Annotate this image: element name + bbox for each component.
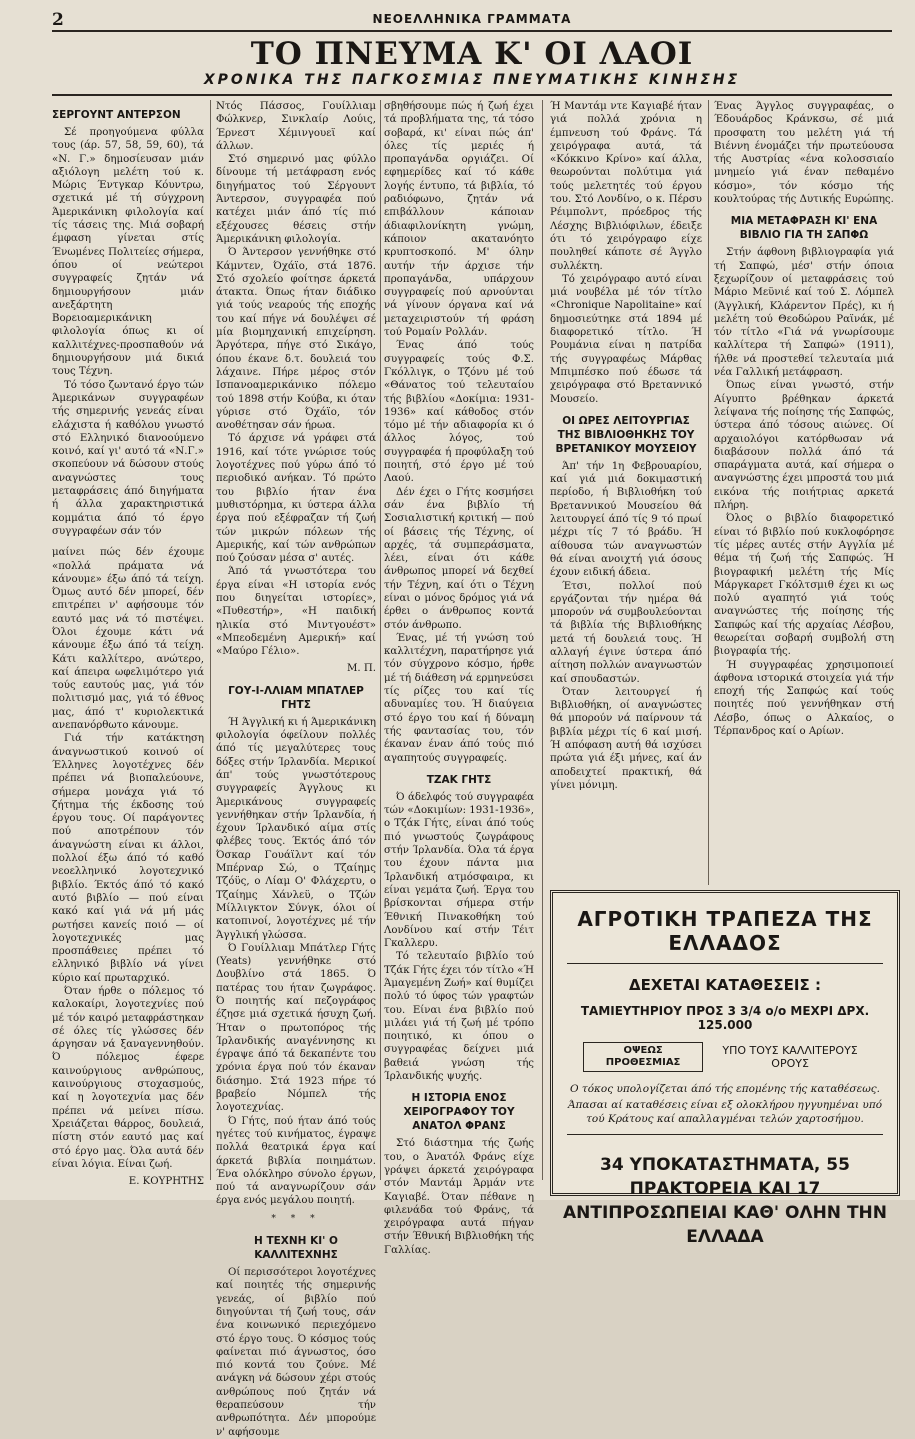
page-subtitle: ΧΡΟΝΙΚΑ ΤΗΣ ΠΑΓΚΟΣΜΙΑΣ ΠΝΕΥΜΑΤΙΚΗΣ ΚΙΝΗΣΗΣ <box>203 72 741 88</box>
paragraph: σβηθήσουμε πώς ή ζωή έχει τά προβλήματα της, τά τόσο σοβαρά, κι' είναι πώς άπ' όλες τίς μεριές ή προπαγάνδα οργιάζει. Οί εφημερίδες καί τό κάθε λογής έντυπο, τά βιβλία, τό ραδιόφωνο, ζητάν νά επιβάλλουν κάποιαν άδιαφιλονίκητη γνώμη, κάποιον ακατανόητο κρυπτοσκοπό. Μ' όλην αυτήν τήν άρχισε τήν προπαγάνδα, υπάρχουν συγγραφείς πού αρνούνται νά γίνουν όργανα καί νά μεταχειριστούν τή φράση τού Ρομαίν Ρολλάν. <box>384 101 534 339</box>
column-1 <box>52 100 204 1192</box>
paragraph: Όλος ο βιβλίο διαφορετικό είναι τό βιβλίο πού κυκλοφόρησε τίς μέρες αυτές στήν Αγγλία μέ θέμα τή ζωή τής Σαπφώς. Ή βιογραφική μελέτη τής Μίς Μάργκαρετ Γκόλτσμιθ έχει κι ως πολύ αγαπητό γιά τούς αναγνώστες τής ποίησης τής Σαπφώς καί τής αρχαίας Λέσβου, θεωρείται σοβαρή συμβολή στη βιογραφία τής. <box>714 513 894 658</box>
paragraph: Όταν ήρθε ο πόλεμος τό καλοκαίρι, λογοτεχνίες πού μέ τόν καιρό μεταφράστηκαν σέ όλες τίς γλώσσες δέν άργησαν νά ξαναγεννηθούν. Ό πόλεμος έφερε καινούργιους ανθρώπους, καινούργιους στοχασμούς, καί η λογοτεχνία μας δέν πρέπει νά μείνει πίσω. Χρειάζεται θάρρος, δουλειά, πίστη στόν εαυτό μας καί στό έργο μας. Όλα αυτά δέν είναι λόγια. Είναι ζωή. <box>52 986 204 1170</box>
column-5 <box>714 100 894 885</box>
title-rule <box>52 94 892 96</box>
paragraph: Τό τόσο ζωντανό έργο τών Άμερικάνων συγγραφέων τής σημερινής γενεάς είναι ελάχιστα ή καθόλου γνωστό στό Ελληνικό διανοούμενο κοινό, καί γι' αυτό τά «Ν.Γ.» σκοπεύουν νά δώσουν στούς αναγνώστες τους μεταφράσεις άπό διηγήματα ή άλλα χαρακτηριστικά κομμάτια άπό τό έργο συγγραφέων σάν τόν <box>52 379 204 537</box>
signature: Ε. ΚΟΥΡΗΤΗΣ <box>128 1176 204 1188</box>
paragraph: Ντός Πάσσος, Γουίλλιαμ Φώλκνερ, Σινκλαίρ Λούις, Έρνεστ Χέμινγουεϊ καί άλλων. <box>216 101 376 152</box>
article-heading-art: Η ΤΕΧΝΗ ΚΙ' Ο ΚΑΛΛΙΤΕΧΝΗΣ <box>254 1235 338 1262</box>
column-4 <box>550 100 702 885</box>
ad-demand-box: ΟΨΕΩΣ ΠΡΟΘΕΣΜΙΑΣ <box>583 1042 703 1072</box>
paragraph: Ένας Άγγλος συγγραφέας, ο Έδουάρδος Κράνκσω, σέ μιά προσφατη του μελέτη γιά τή Βιέννη ένομάζει τήν πρωτεύουσα τής Αυστρίας «ένα κολοσσιαίο μνημείο γιά έναν πεθαμένο κόσμο», τόν κόσμο τής κουλτούρας τής Δυτικής Ευρώπης. <box>714 101 894 206</box>
column-3 <box>384 100 535 1256</box>
paragraph: Δέν έχει ο Γήτς κοσμήσει σάν ένα βιβλίο τή Σοσιαλιστική κριτική — πού οί βάσεις τής Τέχνης, οί αρχές, τά συμπεράσματα, λέει, είναι ότι κάθε άνθρωπος μπορεί νά δεχθεί τήν Τέχνη, καί ότι ο Τέχνη είναι ο μόνος δρόμος γιά νά έρθει ο άνθρωπος κοντά στόν άνθρωπο. <box>384 486 534 631</box>
ad-branches: 34 ΥΠΟΚΑΤΑΣΤΗΜΑΤΑ, 55 ΠΡΑΚΤΟΡΕΙΑ ΚΑΙ 17 ΑΝΤΙΠΡΟΣΩΠΕΙΑΙ ΚΑΘ' ΟΛΗΝ ΤΗΝ ΕΛΛΑΔΑ <box>562 1155 887 1247</box>
ad-divider <box>567 963 883 964</box>
paragraph: μαίνει πώς δέν έχουμε «πολλά πράματα νά κάνουμε» έξω άπό τά τείχη. Όμως αυτό δέν μπορεί, δέν επιτρέπει ν' αφήσουμε τόν εαυτό μας νά τό πιστέψει. Όλοι έχουμε κάτι νά κάνουμε έξω άπό τά τείχη. Κάτι καλλίτερο, ανώτερο, καί άπειρα ωφελιμότερο γιά τούς εαυτούς μας, γιά τόν πολιτισμό μας, γιά τό έθνος μας, άπό τ' κυριολεκτικά ανεπανόρθωτο κάνουμε. <box>52 547 204 732</box>
paragraph: Ή Μαντάμ ντε Καγιαβέ ήταν γιά πολλά χρόνια η έμπνευση τού Φράνς. Τά χειρόγραφα αυτά, τά «Κόκκινο Κρίνο» καί άλλα, θεωρούνται πολύτιμα γιά τούς μελετητές τού έργου του. Στό Λονδίνο, ο κ. Πέρσυ Ρέιμπολντ, πρόεδρος τής Λέσχης Βιβλιόφιλων, έδειξε ότι τό χειρόγραφο είχε πουληθεί κάποτε σέ Άγγλο συλλέκτη. <box>550 101 702 272</box>
signature: Μ. Π. <box>346 663 376 675</box>
ad-bank-name: ΑΓΡΟΤΙΚΗ ΤΡΑΠΕΖΑ ΤΗΣ ΕΛΛΑΔΟΣ <box>577 907 873 955</box>
section-stars: * * * <box>271 1213 321 1224</box>
masthead: ΝΕΟΕΛΛΗΝΙΚΑ ΓΡΑΜΜΑΤΑ <box>372 12 572 26</box>
paragraph: Σέ προηγούμενα φύλλα τους (άρ. 57, 58, 59, 60), τά «Ν. Γ.» δημοσίευσαν μιάν αξιόλογη μελέτη τού κ. Μώρις Έντγκαρ Κόυντρω, σχετικά μέ τή σύγχρονη Άμερικάνικη φιλολογία καί τίς τάσεις της. Μιά σοβαρή έμφαση γίνεται στίς Ένωμένες Πολιτείες σήμερα, όπου οί νεώτεροι συγγραφείς ζητάν νά δημιουργήσουν μιάν ανεξάρτητη Βορειοαμερικάνικη φιλολογία όπως κι οί καλλιτέχνες-προσπαθούν νά δημιουργήσουν μιά δικιά τους Τέχνη. <box>52 127 204 378</box>
paragraph: Τό άρχισε νά γράφει στά 1916, καί τότε γνώρισε τούς λογοτέχνες πού γύρω άπό τό περιοδικό ανήκαν. Τό πρώτο του βιβλίο ήταν ένα μυθιστόρημα, κι ύστερα άλλα έργα πού εξέφραζαν τή ζωή τών μικρών πόλεων τής Αμερικής, καί τών ανθρώπων πού ζούσαν μέσα σ' αυτές. <box>216 433 376 565</box>
bank-advertisement <box>550 890 900 1247</box>
ad-note: Άπασαι αί καταθέσεις είναι εξ ολοκλήρου ηγγυημέναι υπό τού Κράτους καί απαλλαγμέναι τελών χαρτοσήμου. <box>567 1099 883 1125</box>
paragraph: Έτσι, πολλοί πού εργάζονται τήν ημέρα θά μπορούν νά συμβουλεύονται τά βιβλία τής Βιβλιοθήκης μετά τή δουλειά τους. Ή αλλαγή έγινε ύστερα άπό αίτηση πολλών αναγνωστών καί σπουδαστών. <box>550 580 702 685</box>
column-divider <box>708 100 709 885</box>
paragraph: Ό Άντερσον γεννήθηκε στό Κάμντεν, Όχάϊο, στά 1876. Στό σχολείο φοίτησε άρκετά άτακτα. Όπως ήταν διάδικο γιά τούς νεαρούς τής εποχής του καί πήγε νά δουλέψει σέ μία βιομηχανική επιχείρηση. Άργότερα, πήγε στό Σικάγο, όπου έκανε δ.τ. δουλειά του λάχαινε. Πήρε μέρος στόν Ισπανοαμερικάνικο πόλεμο τού 1898 στήν Κούβα, κι όταν γύρισε στό Όχάϊο, τόν ανοθέτησαν σάν ήρωα. <box>216 247 376 432</box>
paragraph: Τό χειρόγραφο αυτό είναι μιά νουβέλα μέ τόν τίτλο «Chronique Napolitaine» καί δημοσιεύτηκε στά 1894 μέ διαφορετικό τίτλο. Ή Ρουμάνια είναι η πατρίδα τής συγγραφέως Μάρθας Μπιμπέσκο πού έδωσε τά χειρόγραφα στό Βρεταννικό Μουσείο. <box>550 273 702 405</box>
page-number: 2 <box>52 10 64 30</box>
column-divider <box>210 100 211 1180</box>
paragraph: Ό Γήτς, πού ήταν άπό τούς ηγέτες τού κινήματος, έγραψε πολλά θεατρικά έργα καί άρκετά βιβλία ποιημάτων. Ένα ολόκληρο σύνολο έργων, πού τά αναγνωρίζουν σάν έργα ενός μεγάλου ποιητή. <box>216 1115 376 1207</box>
paragraph: Οί περισσότεροι λογοτέχνες καί ποιητές τής σημερινής γενεάς, οί βιβλίο πού διηγούνται τή ζωή τους, σάν ένα κοινωνικό περιεχόμενο στό έργο τους. Ό κόσμος τούς φαίνεται πιό άγνωστος, όσο πιό κοντά του ζούνε. Μέ ανάγκη νά δώσουν χέρι στούς ανθρώπους πού ζητάν νά θεραπεύσουν τήν ανθρωπότητα. Δέν μπορούμε ν' αφήσουμε <box>216 1267 376 1438</box>
article-heading-yeats: ΓΟΥ-Ι-ΛΛΙΑΜ ΜΠΑΤΛΕΡ ΓΗΤΣ <box>228 684 364 711</box>
paragraph: Στό σημερινό μας φύλλο δίνουμε τή μετάφραση ενός διηγήματος τού Σέργουντ Άντερσον, συγγραφέα πού κατέχει μιάν άπό τίς πιό εξέχουσες θέσεις στήν Άμερικάνικη φιλολογία. <box>216 154 376 245</box>
paragraph: Γιά τήν κατάκτηση άναγνωστικού κοινού οί Έλληνες λογοτέχνες δέν πρέπει νά βιοπαλεύουνε, σήμερα μονάχα γιά τό ζήτημα τής έκδοσης τού έργου τους. Οί παράγοντες πού αποτρέπουν τόν άναγνώστη είναι κι άλλοι, πολλοί έξω άπό τό καθό νεοελληνικό λογοτεχνικό βιβλίο. Έκτός άπό τό κακό αυτό βιβλίο — πού είναι κακό καί γιά νά μή μάς ρωτήσει κανείς ποιό — οί λογοτεχνικές μας προσπάθειες πρέπει τό ελληνικό βιβλίο νά γίνει κύριο καί πρωταρχικό. <box>52 733 204 984</box>
article-heading-manuscript: Η ΙΣΤΟΡΙΑ ΕΝΟΣ ΧΕΙΡΟΓΡΑΦΟΥ ΤΟΥ ΑΝΑΤΟΛ ΦΡΑΝΣ <box>403 1092 515 1133</box>
ad-demand-row <box>583 1042 867 1072</box>
column-2 <box>216 100 376 1438</box>
paragraph: Τό τελευταίο βιβλίο τού Τζάκ Γήτς έχει τόν τίτλο «Ή Άμαγεμένη Ζωή» καί θυμίζει πολύ τό ύφος τών γραφτών του. Είναι ένα βιβλίο πού μιλάει γιά τή ζωή μέ τρόπο ποιητικό, κι όπου ο συγγραφέας δείχνει μιά βαθειά γνώση τής Ίρλανδικής ψυχής. <box>384 951 534 1083</box>
paragraph: Όταν λειτουργεί ή Βιβλιοθήκη, οί αναγνώστες θά μπορούν νά παίρνουν τά βιβλία μέχρι τίς 6 καί μισή. Ή απόφαση αυτή θά ισχύσει πρώτα γιά έξι μήνες, καί άν αποδειχτεί πρακτική, θά γίνει μόνιμη. <box>550 686 702 791</box>
article-heading-hours: ΟΙ ΩΡΕΣ ΛΕΙΤΟΥΡΓΙΑΣ ΤΗΣ ΒΙΒΛΙΟΘΗΚΗΣ ΤΟΥ ΒΡΕΤΑΝΙΚΟΥ ΜΟΥΣΕΙΟΥ <box>555 414 697 455</box>
paragraph: Στήν άφθονη βιβλιογραφία γιά τή Σαπφώ, μέσ' στήν όποια ξεχωρίζουν οί μεταφράσεις τού Μάριο Μεϋνιέ καί τού Σ. Λόμπελ (Άγγλική, Κλάρεντον Πρές), κι ή μελέτη τού Θεοδώρου Ραϊνάκ, μέ τόν τίτλο «Γιά νά γνωρίσουμε καλλίτερα τή Σαπφώ» (1911), ήλθε νά προστεθεί τελευταία μιά νέα Γαλλική μετάφραση. <box>714 247 894 379</box>
paragraph: Ή Άγγλική κι ή Άμερικάνικη φιλολογία όφείλουν πολλές άπό τίς μεγαλύτερες τους δόξες στήν Ίρλανδία. Μερικοί άπ' τούς γνωστότερους συγγραφείς Άγγλους κι Άμερικάνους συγγραφείς γεννήθηκαν στήν Ίρλανδία, ή έχουν Ίρλανδικό αίμα στίς φλέβες τους. Έκτός άπό τόν Όσκαρ Γουάϊλντ καί τόν Μπέρναρ Σώ, ο Τζαίημς Τζόϋς, ο Λίαμ Ο' Φλάχερτυ, ο Τζαίημς Χάνλεϋ, ο Τζών Μίλλιγκτον Σύνγκ, όλοι οί κατοπινοί, λογοτέχνες μέ τήν Άγγλική γλώσσα. <box>216 716 376 941</box>
article-heading-anderson: ΣΕΡΓΟΥΝΤ ΑΝΤΕΡΣΟΝ <box>52 109 181 121</box>
article-heading-sappho: ΜΙΑ ΜΕΤΑΦΡΑΣΗ ΚΙ' ΕΝΑ ΒΙΒΛΙΟ ΓΙΑ ΤΗ ΣΑΠΦΩ <box>730 215 878 242</box>
ad-divider <box>567 1134 883 1135</box>
ad-rate: ΤΑΜΙΕΥΤΗΡΙΟΥ ΠΡΟΣ 3 3/4 ο/ο ΜΕΧΡΙ ΔΡΧ. 125.000 <box>580 1004 870 1032</box>
ad-deposits: ΔΕΧΕΤΑΙ ΚΑΤΑΘΕΣΕΙΣ : <box>629 976 821 994</box>
ad-note: Ο τόκος υπολογίζεται άπό τής επομένης τής καταθέσεως. <box>569 1083 881 1095</box>
paragraph: Ή συγγραφέας χρησιμοποιεί άφθονα ιστορικά στοιχεία γιά τήν εποχή τής Σαπφώς καί τούς ποιητές πού γεννήθηκαν στή Λέσβο, όπως ο Αλκαίος, ο Τέρπανδρος καί ο Αρίων. <box>714 659 894 738</box>
ad-demand-text: ΥΠΟ ΤΟΥΣ ΚΑΛΛΙΤΕΡΟΥΣ ΟΡΟΥΣ <box>722 1044 858 1070</box>
paragraph: Άπό τά γνωστότερα του έργα είναι «Η ιστορία ενός που διηγείται ιστορίες», «Πυθεστήρ», «Η παιδική ηλικία στό Μιντγουέστ» «Μπεοδεμένη Αμερική» καί «Μαύρο Γέλιο». <box>216 566 376 658</box>
column-divider <box>542 100 543 1180</box>
paragraph: Όπως είναι γνωστό, στήν Αίγυπτο βρέθηκαν άρκετά λείψανα τής ποίησης τής Σαπφώς, ύστερα άπό τόσους αιώνες. Οί αρχαιολόγοι κατόρθωσαν νά διαβάσουν πολλά άπό τά σπαράγματα αυτά, καί σήμερα ο αναγνώστης έχει μπροστά του μιά εικόνα τής ποιήτριας αρκετά πλήρη. <box>714 380 894 512</box>
article-heading-tzak: ΤΖΑΚ ΓΗΤΣ <box>426 773 492 786</box>
paragraph: Ένας άπό τούς συγγραφείς τούς Φ.Σ. Γκόλλιγκ, ο Τζόνυ μέ τού «Θάνατος τού τελευταίου τής βιβλίου «Δοκίμια: 1931-1936» καί κάθοδος στόν τόμο μέ τήν αδιαφορία κι ό άλλος λόγος, τού συγγραφέα ή προφύλαξη τού ποιητή, στό έργο μέ τού Λαού. <box>384 340 534 485</box>
page-title: ΤΟ ΠΝΕΥΜΑ Κ' ΟΙ ΛΑΟΙ <box>250 36 694 72</box>
paragraph: Ό Γουίλλιαμ Μπάτλερ Γήτς (Yeats) γεννήθηκε στό Δουβλίνο στά 1865. Ό πατέρας του ήταν ζωγράφος. Ό ποιητής καί πεζογράφος έζησε μιά σχετικά ήσυχη ζωή. Ήταν ο πρωτοπόρος τής Ίρλανδικής αναγέννησης κι έγραψε άπό τά δεκαπέντε του χρόνια έργα πού τόν έκαναν διάσημο. Στά 1923 πήρε τό βραβείο Νόμπελ τής λογοτεχνίας. <box>216 942 376 1114</box>
page-header <box>52 10 892 32</box>
paragraph: Άπ' τήν 1η Φεβρουαρίου, καί γιά μιά δοκιμαστική περίοδο, ή Βιβλιοθήκη τού Βρεταννικού Μουσείου θά λειτουργεί άπό τίς 9 τό πρωί μέχρι τίς 7 τό βράδυ. Ή αίθουσα τών αναγνωστών θά είναι ανοιχτή γιά όσους έχουν ειδική άδεια. <box>550 460 702 579</box>
paragraph: Ό άδελφός τού συγγραφέα τών «Δοκιμίων: 1931-1936», ο Τζάκ Γήτς, είναι άπό τούς πιό γνωστούς ζωγράφους στήν Ίρλανδία. Όλα τά έργα του έχουν πάντα μια Ίρλανδική ατμόσφαιρα, κι είναι γεμάτα ζωή. Έργα του βρίσκονται σήμερα στήν Έθνική Πινακοθήκη τού Λονδίνου καί στήν Τέιτ Γκαλλερυ. <box>384 791 535 950</box>
paragraph: Στό διάστημα τής ζωής του, ο Άνατόλ Φράνς είχε γράψει άρκετά χειρόγραφα στόν Μαντάμ Άρμάν ντε Καγιαβέ. Όταν πέθανε η φιλενάδα τού Φράνς, τά χειρόγραφα αυτά πήγαν στήν Έθνική Βιβλιοθήκη τής Γαλλίας. <box>384 1138 534 1256</box>
paragraph: Ένας, μέ τή γνώση τού καλλιτέχνη, παρατήρησε γιά τόν σύγχρονο κόσμο, ήρθε μέ τή διάθεση νά ερμηνεύσει τίς ρίζες του καί τίς αδυναμίες του. Ή διαύγεια στό έργο του καί ή δύναμη τής φαντασίας του, τόν έκαναν έναν άπό τούς πιό αγαπητούς συγγραφείς. <box>384 632 534 764</box>
column-divider <box>380 100 381 1180</box>
